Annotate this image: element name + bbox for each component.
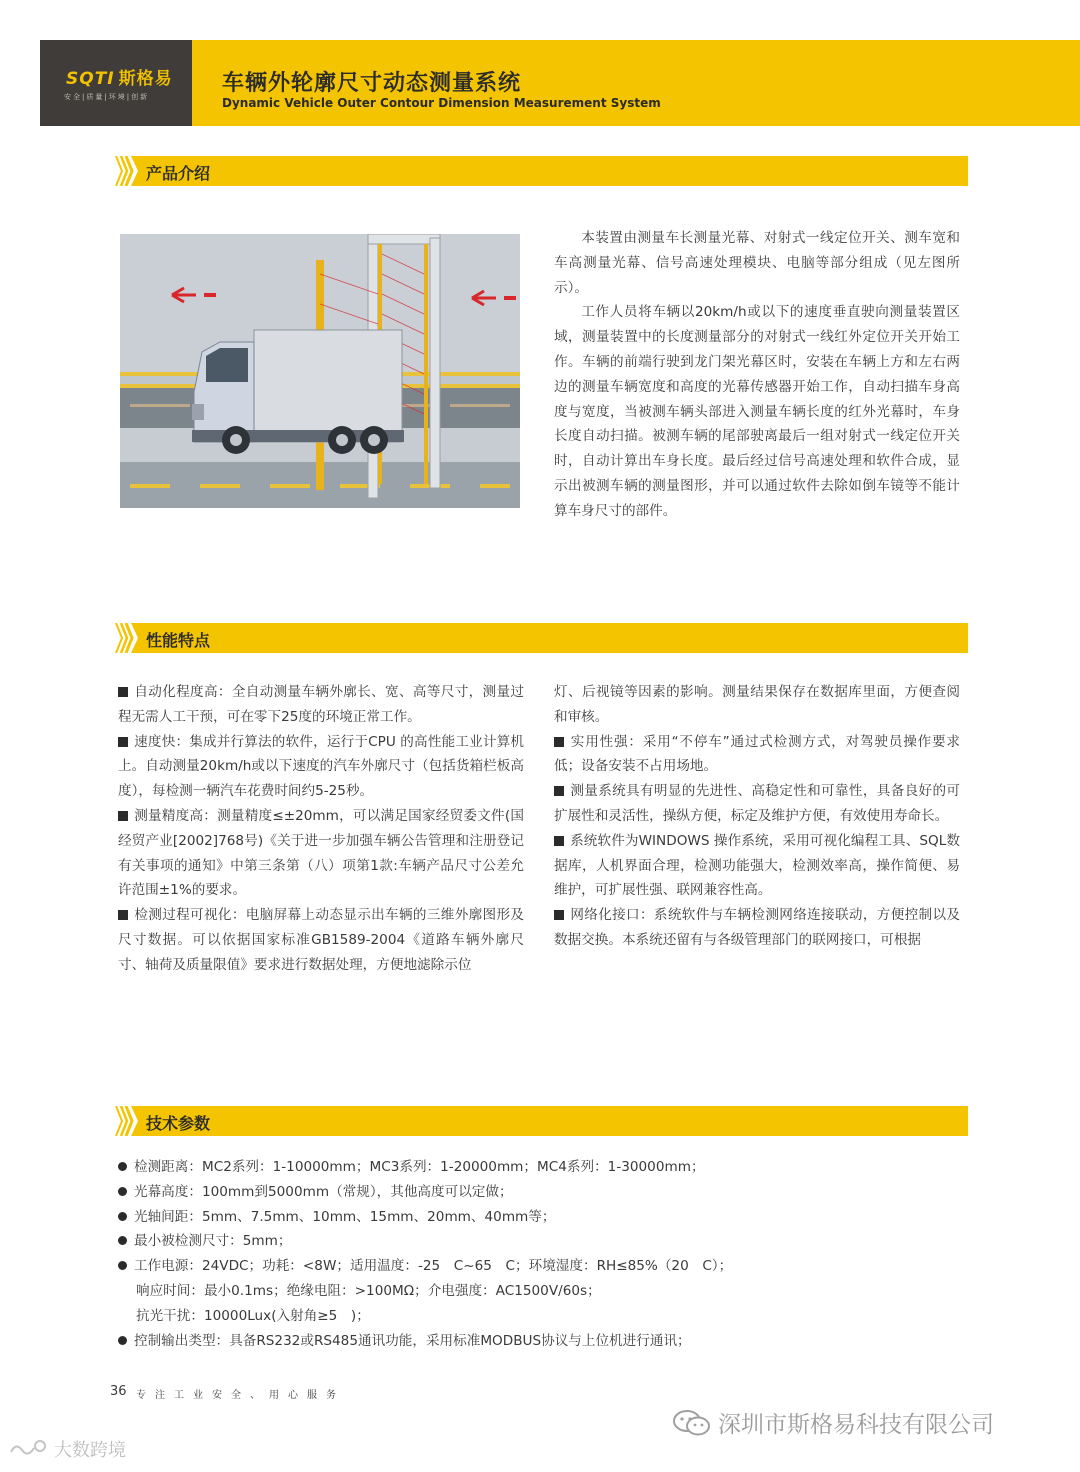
- spec-item: [118, 1180, 978, 1205]
- bullet-square-icon: [118, 811, 128, 821]
- feature-continuation: 灯、后视镜等因素的影响。测量结果保存在数据库里面，方便查阅和审核。: [554, 684, 960, 725]
- bullet-dot-icon: [118, 1236, 127, 1245]
- stripes-icon: [110, 156, 138, 186]
- company-name: 深圳市斯格易科技有限公司: [718, 1412, 994, 1438]
- watermark-logo-icon: [8, 1438, 50, 1460]
- feature-item: [118, 730, 524, 804]
- section-bar-features: [110, 623, 968, 653]
- section-title: 产品介绍: [146, 164, 211, 183]
- feature-item: [118, 680, 524, 730]
- feature-item: [554, 779, 960, 829]
- company-logo: [40, 40, 192, 126]
- bullet-dot-icon: [118, 1261, 127, 1270]
- section-bar-specs: [110, 1106, 968, 1136]
- logo-slogan: 安全|质量|环境|创新: [64, 93, 150, 101]
- spec-axis-spacing: 光轴间距：5mm、7.5mm、10mm、15mm、20mm、40mm等；: [134, 1208, 556, 1225]
- feature-text: 自动化程度高：全自动测量车辆外廓长、宽、高等尺寸，测量过程无需人工干预，可在零下25度的环境正常工作。: [118, 684, 524, 725]
- intro-text: [554, 226, 960, 524]
- stripes-icon: [110, 623, 138, 653]
- spec-curtain-height: 光幕高度：100mm到5000mm（常规），其他高度可以定做；: [134, 1183, 513, 1200]
- bullet-square-icon: [118, 910, 128, 920]
- page-number: 36: [110, 1384, 127, 1399]
- spec-item: [118, 1205, 978, 1230]
- product-illustration: [120, 234, 520, 508]
- page-title: 车辆外轮廓尺寸动态测量系统: [222, 71, 522, 96]
- spec-power: 工作电源：24VDC；功耗：<8W；适用温度：-25 C~65 C；环境湿度：RH≤85%（20 C）；: [134, 1258, 733, 1275]
- title-band: [192, 40, 1080, 126]
- page-header: [40, 40, 1080, 126]
- watermark: [8, 1436, 126, 1462]
- bullet-square-icon: [118, 687, 128, 697]
- company-signature: [672, 1406, 994, 1439]
- spec-item: [118, 1329, 978, 1354]
- feature-text: 网络化接口：系统软件与车辆检测网络连接联动，方便控制以及数据交换。本系统还留有与各级管理部门的联网接口，可根据: [554, 907, 960, 948]
- spec-item: [118, 1254, 978, 1279]
- feature-text: 速度快：集成并行算法的软件，运行于CPU 的高性能工业计算机上。自动测量20km/h或以下速度的汽车外廓尺寸（包括货箱栏板高度），每检测一辆汽车花费时间约5-25秒。: [118, 733, 524, 800]
- page-subtitle: Dynamic Vehicle Outer Contour Dimension Measurement System: [222, 96, 661, 110]
- bullet-square-icon: [554, 910, 564, 920]
- watermark-text: 大数跨境: [54, 1440, 126, 1461]
- spec-min-size: 最小被检测尺寸：5mm；: [134, 1233, 292, 1250]
- logo-chinese: 斯格易: [118, 69, 173, 89]
- feature-text: 测量精度高：测量精度≤±20mm，可以满足国家经贸委文件(国经贸产业[2002]768号)《关于进一步加强车辆公告管理和注册登记有关事项的通知》中第三条第（八）项第1款:车辆产品尺寸公差允许范围±1%的要求。: [118, 807, 524, 899]
- features-column-right: [554, 680, 960, 953]
- footer-slogan: 专注工业安全、用心服务: [136, 1390, 345, 1401]
- stripes-icon: [110, 1106, 138, 1136]
- features-column-left: [118, 680, 524, 978]
- truck-icon: [192, 330, 404, 454]
- spec-item: [118, 1229, 978, 1254]
- wechat-icon: [672, 1409, 712, 1437]
- bullet-square-icon: [118, 737, 128, 747]
- bullet-dot-icon: [118, 1336, 127, 1345]
- feature-item: [118, 903, 524, 977]
- intro-paragraph: 本装置由测量车长测量光幕、对射式一线定位开关、测车宽和车高测量光幕、信号高速处理模块、电脑等部分组成（见左图所示）。: [554, 230, 960, 296]
- spec-item: [118, 1155, 978, 1180]
- section-title: 性能特点: [146, 631, 211, 650]
- spec-response: 响应时间：最小0.1ms；绝缘电阻：>100MΩ；介电强度：AC1500V/60s；: [136, 1282, 601, 1299]
- feature-item: [554, 903, 960, 953]
- bullet-dot-icon: [118, 1212, 127, 1221]
- logo-text: [66, 64, 173, 89]
- logo-latin: SQTI: [66, 69, 115, 89]
- specs-list: [118, 1155, 978, 1353]
- feature-text: 系统软件为WINDOWS 操作系统，采用可视化编程工具、SQL数据库，人机界面合理，检测功能强大，检测效率高，操作简便、易维护，可扩展性强、联网兼容性高。: [554, 832, 960, 899]
- spec-detection-distance: 检测距离：MC2系列：1-10000mm；MC3系列：1-20000mm；MC4系列：1-30000mm；: [134, 1159, 705, 1175]
- intro-paragraph: 工作人员将车辆以20km/h或以下的速度垂直驶向测量装置区域，测量装置中的长度测量部分的对射式一线红外定位开关开始工作。车辆的前端行驶到龙门架光幕区时，安装在车辆上方和左右两边的测量车辆宽度和高度的光幕传感器开始工作，自动扫描车身高度与宽度，当被测车辆头部进入测量车辆长度的红外光幕时，车身长度自动扫描。被测车辆的尾部驶离最后一组对射式一线定位开关时，自动计算出车身长度。最后经过信号高速处理和软件合成，显示出被测车辆的测量图形，并可以通过软件去除如倒车镜等不能计算车身尺寸的部件。: [554, 304, 960, 519]
- feature-item: [554, 829, 960, 903]
- bullet-square-icon: [554, 737, 564, 747]
- bullet-dot-icon: [118, 1162, 127, 1171]
- section-bar-intro: [110, 156, 968, 186]
- feature-item: [118, 804, 524, 903]
- feature-text: 检测过程可视化：电脑屏幕上动态显示出车辆的三维外廓图形及尺寸数据。可以依据国家标准GB1589-2004《道路车辆外廓尺寸、轴荷及质量限值》要求进行数据处理，方便地滤除示位: [118, 907, 524, 973]
- bullet-square-icon: [554, 786, 564, 796]
- feature-text: 测量系统具有明显的先进性、高稳定性和可靠性，具备良好的可扩展性和灵活性，操纵方便，标定及维护方便，有效使用寿命长。: [554, 783, 960, 824]
- feature-item: [554, 730, 960, 780]
- bullet-square-icon: [554, 836, 564, 846]
- section-title: 技术参数: [146, 1114, 211, 1133]
- spec-anti-light: 抗光干扰：10000Lux(入射角≥5 )；: [136, 1307, 370, 1324]
- bullet-dot-icon: [118, 1187, 127, 1196]
- feature-text: 实用性强：采用“不停车”通过式检测方式，对驾驶员操作要求低；设备安装不占用场地。: [554, 733, 960, 775]
- spec-output: 控制输出类型：具备RS232或RS485通讯功能，采用标准MODBUS协议与上位机进行通讯；: [134, 1332, 691, 1349]
